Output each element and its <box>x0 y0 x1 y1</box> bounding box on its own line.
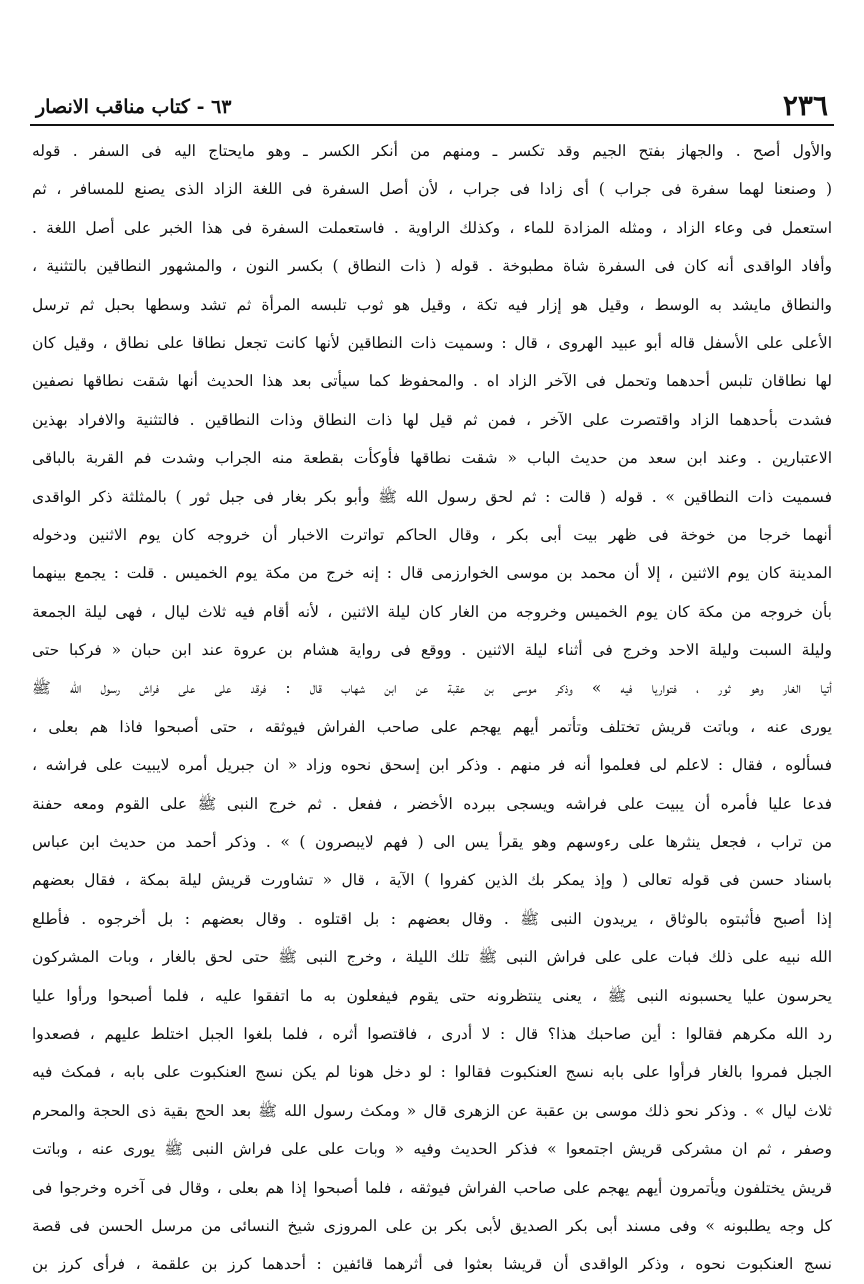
page-number: ٢٣٦ <box>782 89 828 122</box>
text-line: فدعا عليا فأمره أن يبيت على فراشه ويسجى ببرده الأخضر ، ففعل . ثم خرج النبى ﷺ على القوم ومعه حفنة <box>32 794 832 813</box>
text-line: فشدت بأحدهما الزاد واقتصرت على الآخر ، فمن ثم قيل لها ذات النطاق وذات النطاقين . فالتثنية والافراد بهذين <box>32 410 832 429</box>
text-line: بأن خروجه من مكة كان يوم الخميس وخروجه من الغار كان ليلة الاثنين ، لأنه أقام فيه ثلاث ليال ، فهى ليلة الجمعة <box>32 602 832 621</box>
text-line: ( وصنعنا لهما سفرة فى جراب ) أى زادا فى جراب ، لأن أصل السفرة فى اللغة الزاد الذى يصنع للمسافر ، ثم <box>32 180 832 199</box>
text-line: أنهما خرجا من خوخة فى ظهر بيت أبى بكر ، وقال الحاكم تواترت الاخبار أن خروجه كان يوم الاثنين ودخوله <box>32 525 832 544</box>
page-header <box>36 82 828 122</box>
text-line: يورى عنه ، وباتت قريش تختلف وتأتمر أيهم يهجم على صاحب الفراش فيوثقه ، حتى أصبحوا فاذا هم بعلى ، <box>32 717 832 736</box>
text-line: الله نبيه على ذلك فبات على على فراش النبى ﷺ تلك الليلة ، وخرج النبى ﷺ حتى لحق بالغار ، وبات المشركون <box>32 948 832 967</box>
text-line: المدينة كان يوم الاثنين ، إلا أن محمد بن موسى الخوارزمى قال : إنه خرج من مكة يوم الخميس . قلت : يجمع بينهما <box>32 564 832 583</box>
text-line: الاعتبارين . وعند ابن سعد من حديث الباب « شقت نطاقها فأوكأت بقطعة منه الجراب وشدت فم القربة بالباقى <box>32 449 832 468</box>
text-line: كل وجه يطلبونه » وفى مسند أبى بكر الصديق لأبى بكر بن على المروزى شيخ النسائى من مرسل الحسن فى قصة <box>32 1216 832 1235</box>
text-line: وليلة السبت وليلة الاحد وخرج فى أثناء ليلة الاثنين . ووقع فى رواية هشام بن عروة عند ابن حبان « فركبا حتى <box>32 641 832 660</box>
text-line: وأفاد الواقدى أنه كان فى السفرة شاة مطبوخة . قوله ( ذات النطاق ) بكسر النون ، والمشهور النطاقين بالتثنية ، <box>32 257 832 276</box>
text-line: الأعلى على الأسفل قاله أبو عبيد الهروى ، قال : وسميت ذات النطاقين لأنها كانت تجعل نطاقا على نطاق ، وقيل كان <box>32 333 832 352</box>
text-line: قريش يختلفون ويأتمرون أيهم يهجم على صاحب الفراش فيوثقه ، فلما أصبحوا إذا هم بعلى ، وقال فى آخره وخرجوا فى <box>32 1178 832 1197</box>
text-line: وصفر ، ثم ان مشركى قريش اجتمعوا » فذكر الحديث وفيه « وبات على على فراش النبى ﷺ يورى عنه ، وباتت <box>32 1140 832 1159</box>
header-rule <box>30 124 834 126</box>
text-line: ثلاث ليال » . وذكر نحو ذلك موسى بن عقبة عن الزهرى قال « ومكث رسول الله ﷺ بعد الحج بقية ذى الحجة والمحرم <box>32 1101 832 1120</box>
text-line: من تراب ، فجعل ينثرها على رءوسهم وهو يقرأ يس الى ( فهم لايبصرون ) » . وذكر أحمد من حديث ابن عباس <box>32 833 832 852</box>
text-line: والأول أصح . والجهاز بفتح الجيم وقد تكسر ـ ومنهم من أنكر الكسر ـ وهو مايحتاج اليه فى السفر . قوله <box>32 142 832 160</box>
text-line: والنطاق مايشد به الوسط ، وقيل هو إزار فيه تكة ، وقيل هو ثوب تلبسه المرأة ثم تشد وسطها بحبل ثم ترسل <box>32 295 832 314</box>
text-line: فسألوه ، فقال : لاعلم لى فعلموا أنه فر منهم . وذكر ابن إسحق نحوه وزاد « ان جبريل أمره لايبيت على فراشه ، <box>32 756 832 775</box>
running-head: ٦٣ - كتاب مناقب الانصار <box>36 96 232 118</box>
text-line: الجبل فمروا بالغار فرأوا على بابه نسج العنكبوت فقالوا : لو دخل هونا لم يكن نسج العنكبوت على بابه ، فمكث فيه <box>32 1063 832 1082</box>
text-line: فسميت ذات النطاقين » . قوله ( قالت : ثم لحق رسول الله ﷺ وأبو بكر بغار فى جبل ثور ) بالمثلثة ذكر الواقدى <box>32 487 832 506</box>
text-line: باسناد حسن فى قوله تعالى ( وإذ يمكر بك الذين كفروا ) الآية ، قال « تشاورت قريش ليلة بمكة ، فقال بعضهم <box>32 871 832 890</box>
text-line: رد الله مكرهم فقالوا : أين صاحبك هذا؟ قال : لا أدرى ، فاقتصوا أثره ، فلما بلغوا الجبل اختلط عليهم ، فصعدوا <box>32 1024 832 1043</box>
text-line: أتيا الغار وهو ثور ، فتواريا فيه » وذكر موسى بن عقبة عن ابن شهاب قال : فرقد على على فراش رسول الله ﷺ <box>32 679 832 698</box>
text-line: يحرسون عليا يحسبونه النبى ﷺ ، يعنى ينتظرونه حتى يقوم فيفعلون به ما اتفقوا عليه ، فلما أصبحوا ورأوا عليا <box>32 986 832 1005</box>
text-line: استعمل فى وعاء الزاد ، ومثله المزادة للماء ، وكذلك الراوية . فاستعملت السفرة فى هذا الخبر على أصل اللغة . <box>32 218 832 237</box>
text-line: إذا أصبح فأثبتوه بالوثاق ، يريدون النبى ﷺ . وقال بعضهم : بل اقتلوه . وقال بعضهم : بل أخرجوه . فأطلع <box>32 909 832 928</box>
body-text <box>32 132 832 1284</box>
text-line: لها نطاقان تلبس أحدهما وتحمل فى الآخر الزاد اه . والمحفوظ كما سيأتى بعد هذا الحديث أنها شقت نطاقها نصفين <box>32 372 832 391</box>
text-line: نسج العنكبوت نحوه ، وذكر الواقدى أن قريشا بعثوا فى أثرهما قائفين : أحدهما كرز بن علقمة ، فرأى كرز بن <box>32 1255 832 1274</box>
